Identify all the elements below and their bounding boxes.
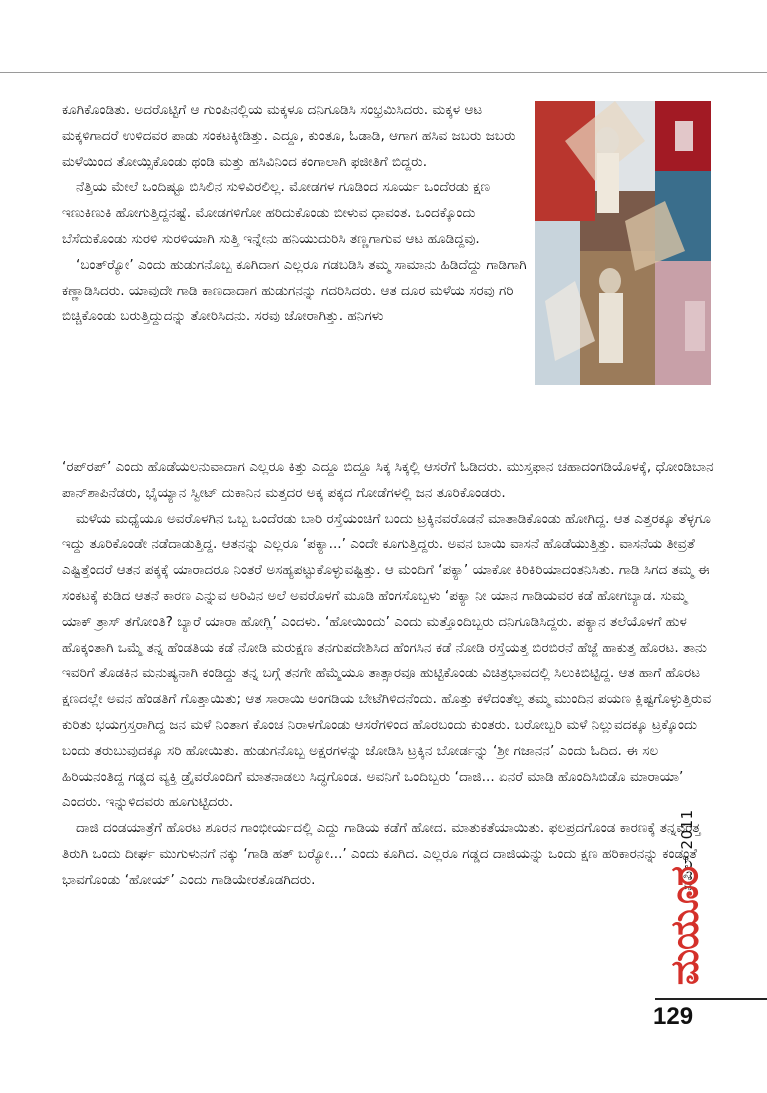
article-paragraph: ಮಳೆಯ ಮಧ್ಯೆಯೂ ಅವರೊಳಗಿನ ಒಬ್ಬ ಒಂದೆರಡು ಬಾರಿ ರಸ್ತೆಯಂಚಿಗೆ ಬಂದು ಟ್ರಕ್ಕಿನವರೊಡನೆ ಮಾತಾಡಿಕೊಂಡು ಹೋಗಿದ್ದ. ಆತ ಎತ್ತರಕ್ಕೂ ತೆಳ್ಳಗೂ ಇದ್ದು ತೂರಿಕೊಂಡೇ ನಡೆದಾಡುತ್ತಿದ್ದ. ಆತನನ್ನು ಎಲ್ಲರೂ ‘ಪಕ್ಯಾ...’ ಎಂದೇ ಕೂಗುತ್ತಿದ್ದರು. ಅವನ ಬಾಯಿ ವಾಸನೆ ಹೊಡೆಯುತ್ತಿತ್ತು. ವಾಸನೆಯ ತೀವ್ರತೆ ಎಷ್ಟಿತ್ತೆಂದರೆ ಆತನ ಪಕ್ಕಕ್ಕೆ ಯಾರಾದರೂ ನಿಂತರೆ ಅಸಹ್ಯಪಟ್ಟುಕೊಳ್ಳುವಷ್ಟಿತ್ತು. ಆ ಮಂದಿಗೆ ‘ಪಕ್ಯಾ’ ಯಾಕೋ ಕಿರಿಕಿರಿಯಾದಂತನಿಸಿತು. ಗಾಡಿ ಸಿಗದ ತಮ್ಮ ಈ ಸಂಕಟಕ್ಕೆ ಕುಡಿದ ಆತನೆ ಕಾರಣ ಎನ್ನುವ ಅರಿವಿನ ಅಲೆ ಅವರೊಳಗೆ ಮೂಡಿ ಹೆಂಗಸೊಬ್ಬಳು ‘ಪಕ್ಯಾ ನೀ ಯಾನ ಗಾಡಿಯವರ ಕಡೆ ಹೋಗಬ್ಯಾಡ. ಸುಮ್ಮ ಯಾಕ್ ತ್ರಾಸ್ ತಗೋಂತಿ? ಬ್ಯಾರೆ ಯಾರಾ ಹೋಗ್ಲಿ’ ಎಂದಳು. ‘ಹೋಯಿಂದು’ ಎಂದು ಮತ್ತೊಂದಿಬ್ಬರು ದನಿಗೂಡಿಸಿದ್ದರು. ಪಕ್ಯಾನ ತಲೆಯೊಳಗೆ ಹುಳ ಹೊಕ್ಕಂತಾಗಿ ಒಮ್ಮೆ ತನ್ನ ಹೆಂಡತಿಯ ಕಡೆ ನೋಡಿ ಮರುಕ್ಷಣ ತನಗುಪದೇಶಿಸಿದ ಹೆಂಗಸಿನ ಕಡೆ ನೋಡಿ ರಸ್ತೆಯತ್ತ ಬಿರಬಿರನೆ ಹೆಜ್ಜೆ ಹಾಕುತ್ತ ಹೊರಟ. ತಾನು ಇವರಿಗೆ ತೊಡಕಿನ ಮನುಷ್ಯನಾಗಿ ಕಂಡಿದ್ದು ತನ್ನ ಬಗ್ಗೆ ತನಗೇ ಹೆಮ್ಮೆಯೂ ತಾತ್ಸಾರವೂ ಹುಟ್ಟಿಕೊಂಡು ವಿಚಿತ್ರಭಾವದಲ್ಲಿ ಸಿಲುಕಿಬಿಟ್ಟಿದ್ದ. ಆತ ಹಾಗೆ ಹೊರಟ ಕ್ಷಣದಲ್ಲೇ ಅವನ ಹೆಂಡತಿಗೆ ಗೊತ್ತಾಯಿತು; ಆತ ಸಾರಾಯಿ ಅಂಗಡಿಯ ಬೇಟೆಗಿಳಿದನೆಂದು. ಹೊತ್ತು ಕಳೆದಂತೆಲ್ಲ ತಮ್ಮ ಮುಂದಿನ ಪಯಣ ಕ್ಲಿಷ್ಟಗೊಳ್ಳುತ್ತಿರುವ ಕುರಿತು ಭಯಗ್ರಸ್ತರಾಗಿದ್ದ ಜನ ಮಳೆ ನಿಂತಾಗ ಕೊಂಚ ನಿರಾಳಗೊಂಡು ಆಸರೆಗಳಿಂದ ಹೊರಬಂದು ಕುಂತರು. ಬರೋಬ್ಬರಿ ಮಳೆ ನಿಲ್ಲುವದಕ್ಕೂ ಟ್ರಕ್ಕೊಂದು ಬಂದು ತರುಬುವುದಕ್ಕೂ ಸರಿ ಹೋಯಿತು. ಹುಡುಗನೊಬ್ಬ ಅಕ್ಷರಗಳನ್ನು ಜೋಡಿಸಿ ಟ್ರಕ್ಕಿನ ಬೋರ್ಡನ್ನು ‘ಶ್ರೀ ಗಜಾನನ’ ಎಂದು ಓದಿದ. ಈ ಸಲ ಹಿರಿಯನಂತಿದ್ದ ಗಡ್ಡದ ವ್ಯಕ್ತಿ ಡ್ರೈವರೊಂದಿಗೆ ಮಾತನಾಡಲು ಸಿದ್ಧಗೊಂಡ. ಅವನಿಗೆ ಒಂದಿಬ್ಬರು ‘ದಾಜಿ... ಏನರೆ ಮಾಡಿ ಹೊಂದಿಸಿಬಿಡೊ ಮಾರಾಯಾ’ ಎಂದರು. ಇನ್ನುಳಿದವರು ಹೂಗುಟ್ಟಿದರು. [62, 510, 712, 811]
article-paragraph: ‘ಬಂತ್‌ರ್‍ಯೋ’ ಎಂದು ಹುಡುಗನೊಬ್ಬ ಕೂಗಿದಾಗ ಎಲ್ಲರೂ ಗಡಬಡಿಸಿ ತಮ್ಮ ಸಾಮಾನು ಹಿಡಿದೆದ್ದು ಗಾಡಿಗಾಗಿ ಕಣ್ಣಾಡಿಸಿದರು. ಯಾವುದೇ ಗಾಡಿ ಕಾಣದಾದಾಗ ಹುಡುಗನನ್ನು ಗದರಿಸಿದರು. ಆತ ದೂರ ಮಳೆಯ ಸರವು ಗರಿ ಬಿಚ್ಚಿಕೊಂಡು ಬರುತ್ತಿದ್ದುದನ್ನು ತೋರಿಸಿದನು. ಸರವು ಜೋರಾಗಿತ್ತು. ಹನಿಗಳು [62, 256, 527, 325]
article-paragraph: ನೆತ್ತಿಯ ಮೇಲೆ ಒಂದಿಷ್ಟೂ ಬಿಸಿಲಿನ ಸುಳಿವಿರಲಿಲ್ಲ. ಮೋಡಗಳ ಗೂಡಿಂದ ಸೂರ್ಯ ಒಂದೆರಡು ಕ್ಷಣ ಇಣುಕಿಣುಕಿ ಹೋಗುತ್ತಿದ್ದನಷ್ಟೆ. ಮೋಡಗಳಿಗೋ ಹರಿದುಕೊಂಡು ಬೀಳುವ ಧಾವಂತ. ಒಂದಕ್ಕೊಂದು ಬೆಸೆದುಕೊಂಡು ಸುರಳಿ ಸುರಳಿಯಾಗಿ ಸುತ್ತಿ ಇನ್ನೇನು ಹನಿಯುದುರಿಸಿ ತಣ್ಣಗಾಗುವ ಆಟ ಹೂಡಿದ್ದವು. [62, 179, 491, 247]
article-paragraph: ಕೂಗಿಕೊಂಡಿತು. ಅದರೊಟ್ಟಿಗೆ ಆ ಗುಂಪಿನಲ್ಲಿಯ ಮಕ್ಕಳೂ ದನಿಗೂಡಿಸಿ ಸಂಭ್ರಮಿಸಿದರು. ಮಕ್ಕಳ ಆಟ ಮಕ್ಕಳಿಗಾದರೆ ಉಳಿದವರ ಪಾಡು ಸಂಕಟಕ್ಕೀಡಿತ್ತು. ಎದ್ದೂ, ಕುಂತೂ, ಓಡಾಡಿ, ಆಗಾಗ ಹಸಿವ ಜಬರು ಜಬರು ಮಳೆಯಿಂದ ತೋಯ್ಸಿಕೊಂಡು ಥಂಡಿ ಮತ್ತು ಹಸಿವಿನಿಂದ ಕಂಗಾಲಾಗಿ ಫಜೀತಿಗೆ ಬಿದ್ದರು. [62, 102, 516, 170]
footer-rule [655, 998, 767, 1000]
article-photo [535, 101, 711, 385]
magazine-logo [655, 852, 715, 1000]
article-paragraph: ‘ರಪ್‌ರಪ್’ ಎಂದು ಹೊಡೆಯಲನುವಾದಾಗ ಎಲ್ಲರೂ ಕಿತ್ತು ಎದ್ದೂ ಬಿದ್ದೂ ಸಿಕ್ಕ ಸಿಕ್ಕಲ್ಲಿ ಆಸರೆಗೆ ಓಡಿದರು. ಮುಸ್ತಫಾನ ಚಹಾದಂಗಡಿಯೊಳಕ್ಕೆ, ಧೋಂಡಿಬಾನ ಪಾನ್‌ಶಾಪಿನೆಡರು, ಭೈಯ್ಯಾನ ಸ್ವೀಟ್ ದುಕಾನಿನ ಮತ್ತದರ ಅಕ್ಕ ಪಕ್ಕದ ಗೋಡೆಗಳಲ್ಲಿ ಜನ ತೂರಿಕೊಂಡರು. [62, 459, 714, 501]
article-paragraph: ದಾಜಿ ದಂಡಯಾತ್ರೆಗೆ ಹೊರಟ ಶೂರನ ಗಾಂಭೀರ್ಯದಲ್ಲಿ ಎದ್ದು ಗಾಡಿಯ ಕಡೆಗೆ ಹೋದ. ಮಾತುಕತೆಯಾಯಿತು. ಫಲಪ್ರದಗೊಂಡ ಕಾರಣಕ್ಕೆ ತನ್ನವರತ್ತ ತಿರುಗಿ ಒಂದು ದೀರ್ಘ ಮುಗುಳುನಗೆ ನಕ್ಕು ‘ಗಾಡಿ ಹತ್ ಬರ್‍ಯೋ...’ ಎಂದು ಕೂಗಿದ. ಎಲ್ಲರೂ ಗಡ್ಡದ ದಾಜಿಯನ್ನು ಒಂದು ಕ್ಷಣ ಹರಿಕಾರನನ್ನು ಕಂಡಂತೆ ಭಾವಗೊಂಡು ‘ಹೋಯ್’ ಎಂದು ಗಾಡಿಯೇರತೊಡಗಿದರು. [62, 820, 701, 888]
magazine-logo-text: ಮಯೂರ [662, 866, 707, 986]
issue-date-text: ಏಪ್ರಿಲ್ 2011 [678, 809, 696, 891]
article-full-column [62, 455, 720, 894]
article-top-column [62, 98, 530, 330]
photo-collage-image [535, 101, 711, 385]
page-number: 129 [653, 1003, 694, 1030]
top-rule [0, 72, 767, 73]
